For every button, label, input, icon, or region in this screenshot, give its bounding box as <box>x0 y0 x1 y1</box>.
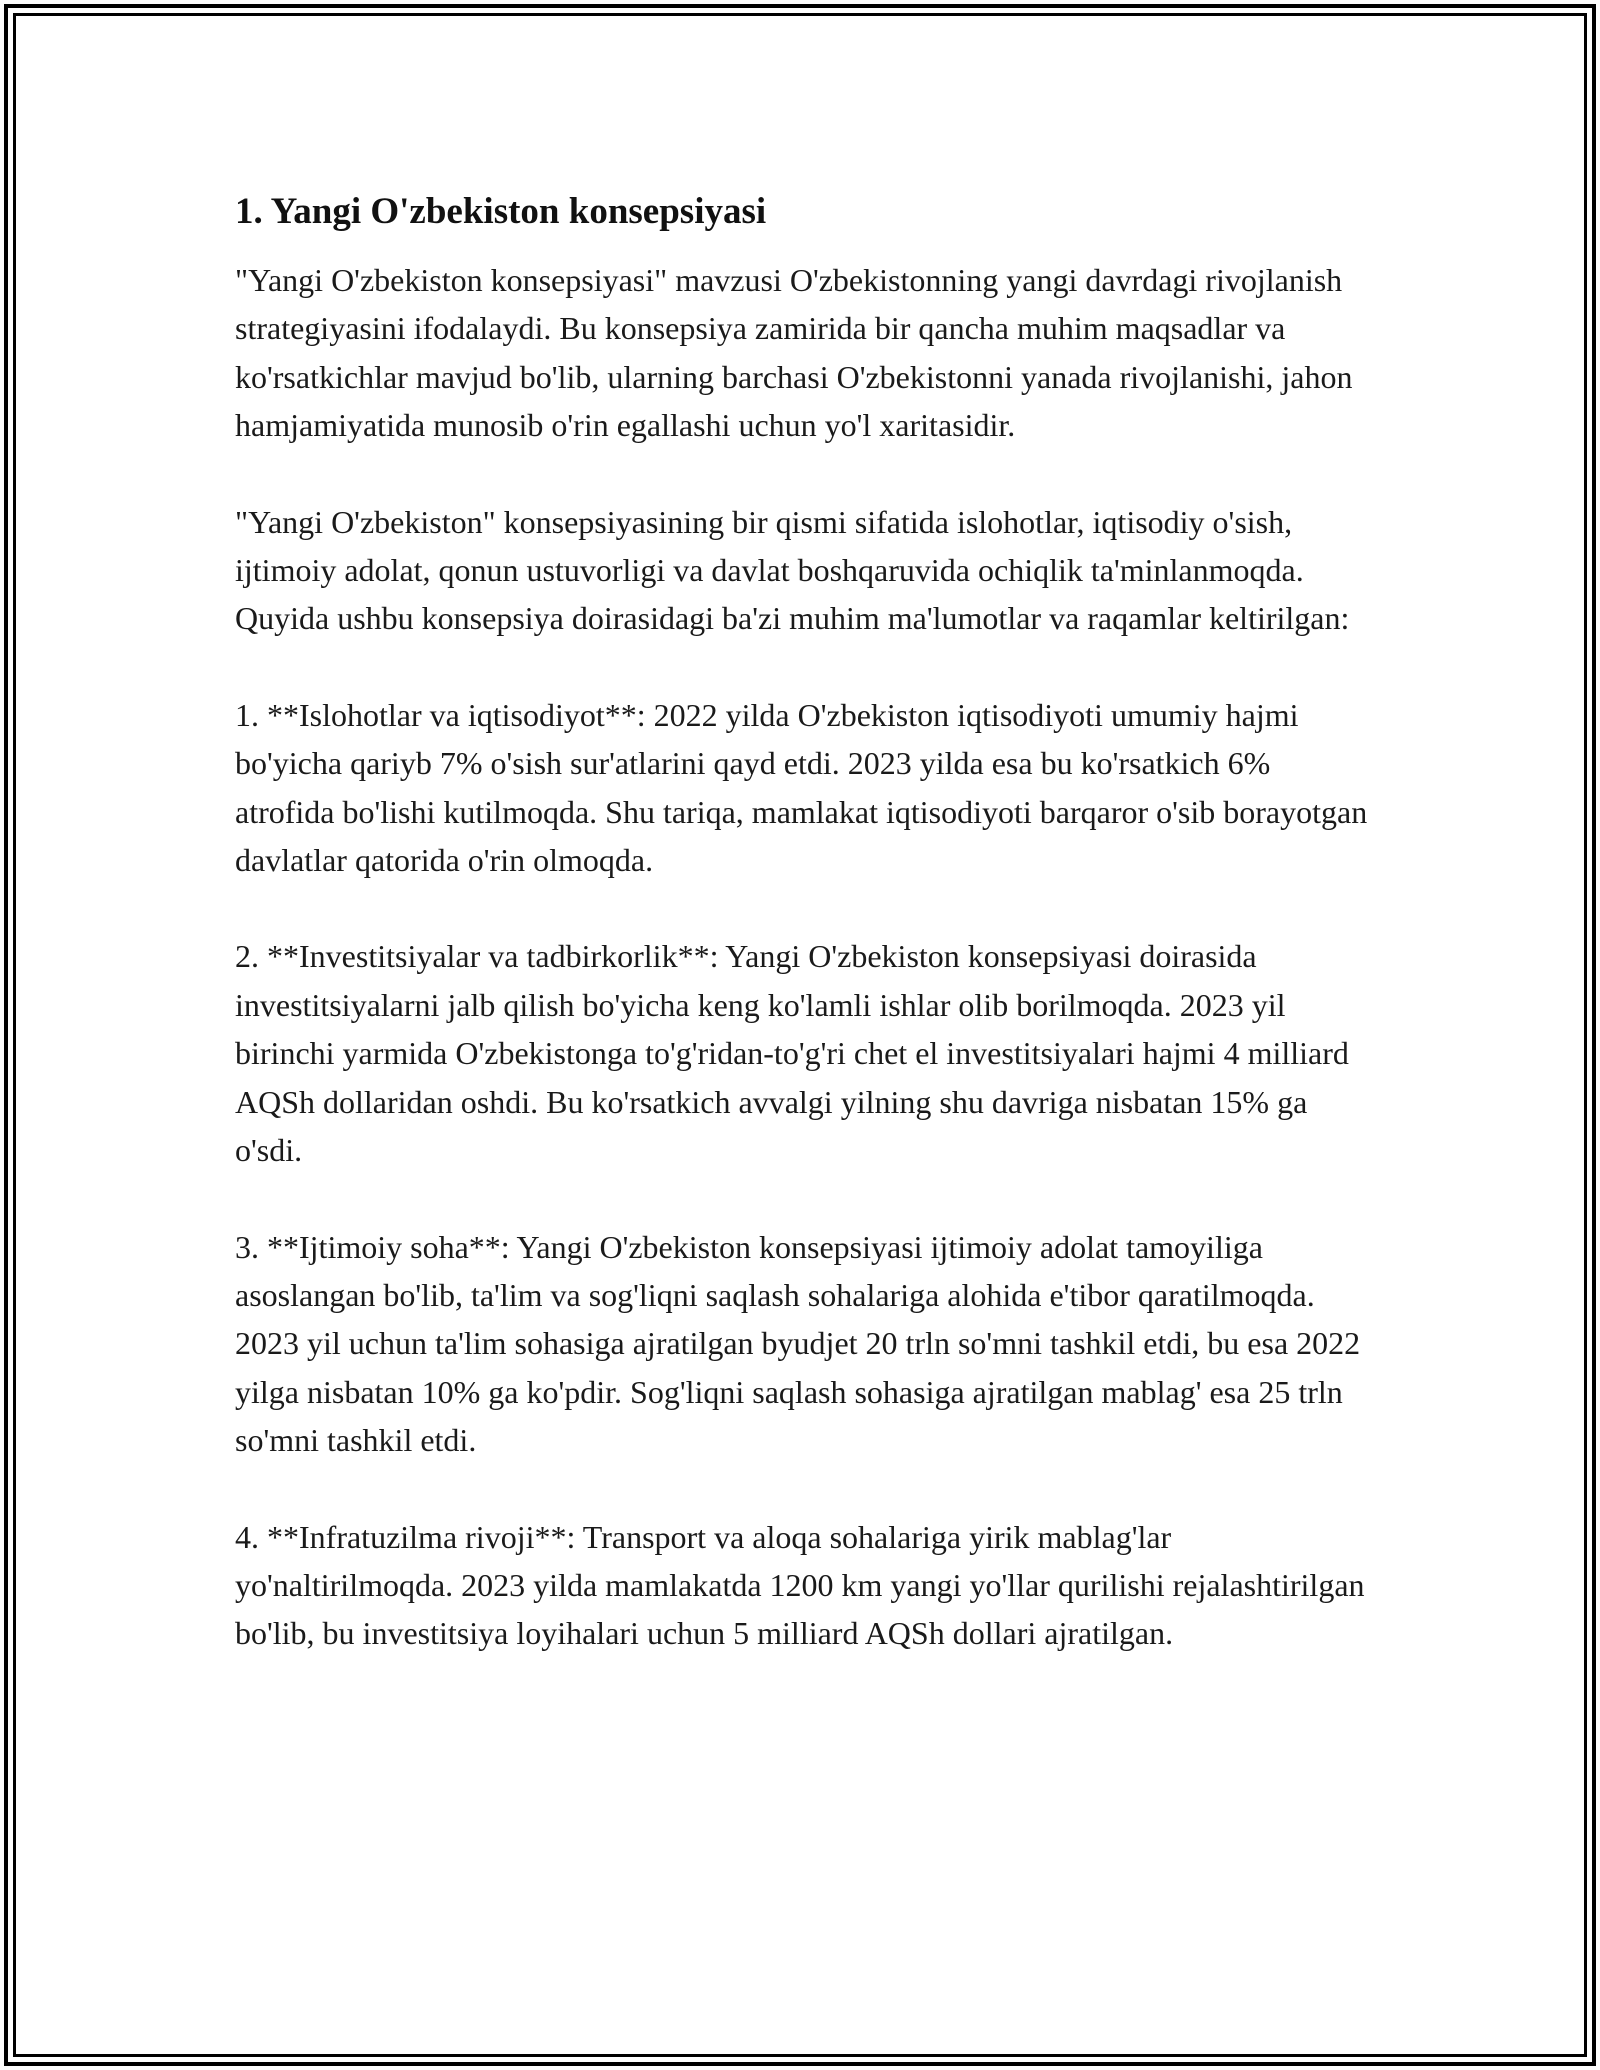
list-item-investments: 2. **Investitsiyalar va tadbirkorlik**: Yangi O'zbekiston konsepsiyasi doirasida investitsiyalarni jalb qilish bo'yicha keng ko'lamli ishlar olib borilmoqda. 2023 yil birinchi yarmida O'zbekistonga to'g'ridan-to'g'ri chet el investitsiyalari hajmi 4 milliard AQSh dollaridan oshdi. Bu ko'rsatkich avvalgi yilning shu davriga nisbatan 15% ga o'sdi. <box>235 938 1349 1169</box>
paragraph-overview: "Yangi O'zbekiston" konsepsiyasining bir qismi sifatida islohotlar, iqtisodiy o'sish, ijtimoiy adolat, qonun ustuvorligi va davlat boshqaruvida ochiqlik ta'minlanmoqda. Quyida ushbu konsepsiya doirasidagi ba'zi muhim ma'lumotlar va raqamlar keltirilgan: <box>235 503 1350 637</box>
section-title: 1. Yangi O'zbekiston konsepsiyasi <box>235 191 767 232</box>
list-item-social-sphere: 3. **Ijtimoiy soha**: Yangi O'zbekiston konsepsiyasi ijtimoiy adolat tamoyiliga asoslangan bo'lib, ta'lim va sog'liqni saqlash sohalariga alohida e'tibor qaratilmoqda. 2023 yil uchun ta'lim sohasiga ajratilgan byudjet 20 trln so'mni tashkil etdi, bu esa 2022 yilga nisbatan 10% ga ko'pdir. Sog'liqni saqlash sohasiga ajratilgan mablag' esa 25 trln so'mni tashkil etdi. <box>235 1228 1361 1459</box>
paragraph-intro: "Yangi O'zbekiston konsepsiyasi" mavzusi O'zbekistonning yangi davrdagi rivojlanish strategiyasini ifodalaydi. Bu konsepsiya zamirida bir qancha muhim maqsadlar va ko'rsatkichlar mavjud bo'lib, ularning barchasi O'zbekistonni yanada rivojlanishi, jahon hamjamiyatida munosib o'rin egallashi uchun yo'l xaritasidir. <box>235 262 1353 444</box>
list-item-reforms-economy: 1. **Islohotlar va iqtisodiyot**: 2022 yilda O'zbekiston iqtisodiyoti umumiy hajmi bo'yicha qariyb 7% o'sish sur'atlarini qayd etdi. 2023 yilda esa bu ko'rsatkich 6% atrofida bo'lishi kutilmoqda. Shu tariqa, mamlakat iqtisodiyoti barqaror o'sib borayotgan davlatlar qatorida o'rin olmoqda. <box>235 696 1368 879</box>
document-body <box>235 188 1375 1706</box>
list-item-infrastructure: 4. **Infratuzilma rivoji**: Transport va aloqa sohalariga yirik mablag'lar yo'naltirilmoqda. 2023 yilda mamlakatda 1200 km yangi yo'llar qurilishi rejalashtirilgan bo'lib, bu investitsiya loyihalari uchun 5 milliard AQSh dollari ajratilgan. <box>235 1518 1365 1652</box>
